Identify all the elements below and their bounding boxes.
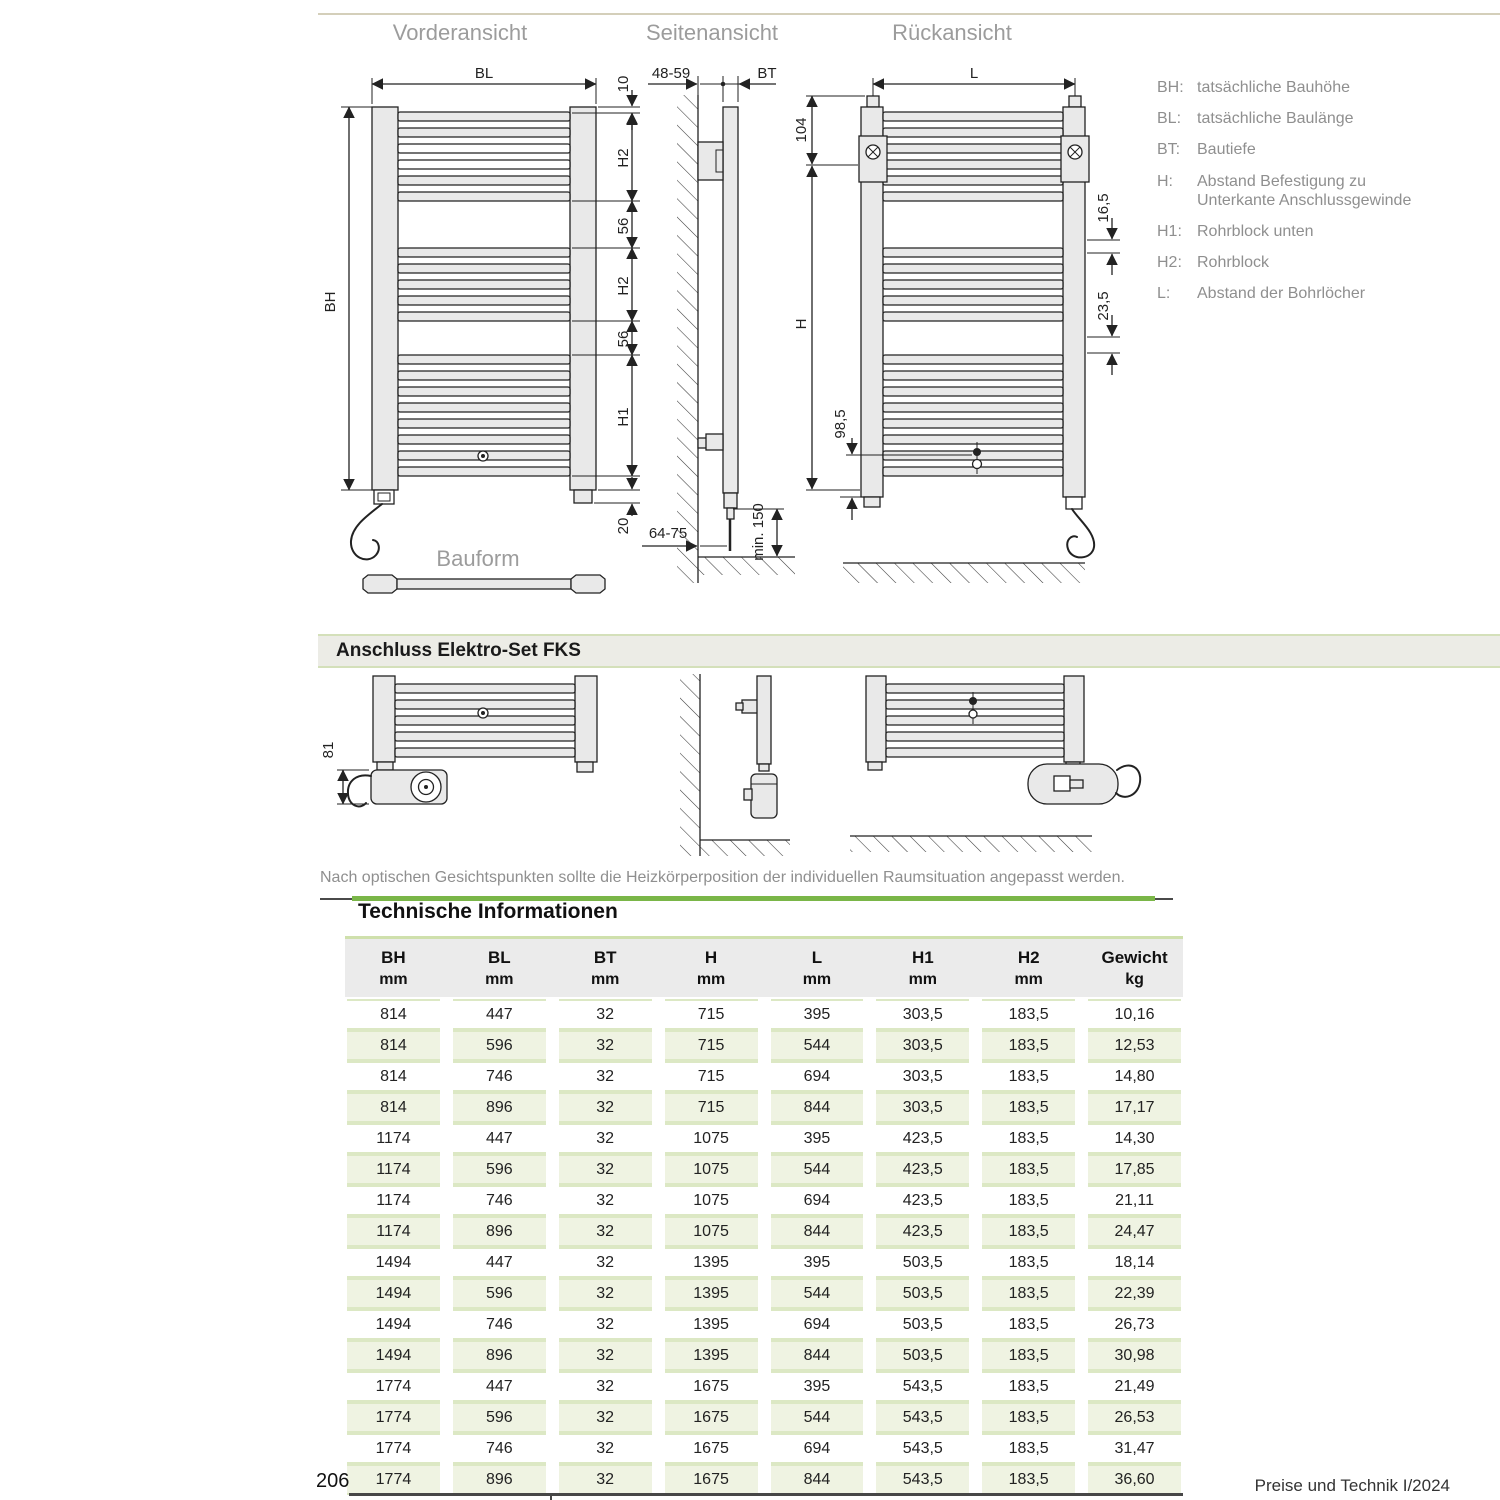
legend [1157,78,1467,316]
table-cell: 423,5 [876,1216,969,1247]
legend-item: L: Abstand der Bohrlöcher [1157,285,1366,303]
table-cell: 32 [559,999,652,1030]
table-cell: 183,5 [982,1123,1075,1154]
table-cell: 746 [453,1185,546,1216]
table-cell: 1174 [347,1185,440,1216]
table-cell: 32 [559,1371,652,1402]
table-cell: 395 [771,1371,864,1402]
table-cell: 694 [771,1433,864,1464]
table-cell: 746 [453,1309,546,1340]
table-cell: 12,53 [1088,1030,1181,1061]
table-cell: 1395 [665,1247,758,1278]
legend-item: BT: Bautiefe [1157,141,1256,159]
table-cell: 715 [665,999,758,1030]
table-cell: 543,5 [876,1371,969,1402]
table-cell: 183,5 [982,1061,1075,1092]
table-cell: 1774 [347,1464,440,1495]
table-cell: 1494 [347,1340,440,1371]
rear-view-title: Rückansicht [892,20,1012,45]
table-cell: 896 [453,1092,546,1123]
table-cell: 395 [771,1123,864,1154]
dim-label-81: 81 [320,741,337,759]
table-cell: 1395 [665,1309,758,1340]
table-cell: 183,5 [982,1464,1075,1495]
dim-label-h2-top: H2 [615,148,632,168]
table-cell: 14,80 [1088,1061,1181,1092]
table-cell: 1075 [665,1123,758,1154]
table-cell: 544 [771,1030,864,1061]
table-cell: 544 [771,1154,864,1185]
table-cell: 183,5 [982,1216,1075,1247]
dim-label-l: L [969,65,979,82]
table-cell: 746 [453,1061,546,1092]
dim-label-min150: min. 150 [750,503,767,561]
table-cell: 395 [771,999,864,1030]
table-cell: 503,5 [876,1340,969,1371]
floor-hatch-side [698,557,795,575]
legend-item: BL: tatsächliche Baulänge [1157,110,1354,128]
table-cell: 32 [559,1061,652,1092]
table-cell: 814 [347,1030,440,1061]
fks-cable-front [348,775,371,806]
table-cell: 544 [771,1278,864,1309]
table-cell: 303,5 [876,1030,969,1061]
dim-label-56-mid: 56 [615,330,632,348]
table-cell: 17,85 [1088,1154,1181,1185]
table-cell: 18,14 [1088,1247,1181,1278]
divider-dark-left [320,898,352,900]
table-cell: 1494 [347,1309,440,1340]
table-cell: 183,5 [982,1092,1075,1123]
front-view-drawing [322,65,640,559]
table-body [345,999,1183,1495]
table-cell: 1494 [347,1247,440,1278]
table-cell: 17,17 [1088,1092,1181,1123]
bottom-rule [349,1493,1183,1496]
table-cell: 14,30 [1088,1123,1181,1154]
table-cell: 32 [559,1278,652,1309]
table-cell: 715 [665,1061,758,1092]
table-cell: 1174 [347,1154,440,1185]
dim-label-10: 10 [615,75,632,93]
table-cell: 1075 [665,1185,758,1216]
col-header-h2: H2 mm [1014,947,1043,988]
heating-element-front [374,490,394,504]
table-cell: 423,5 [876,1123,969,1154]
front-rungs [398,112,570,476]
technical-drawings [320,55,1140,600]
table-cell: 183,5 [982,1154,1075,1185]
table-cell: 32 [559,1433,652,1464]
position-note: Nach optischen Gesichtspunkten sollte die Heizkörperposition der individuellen Raumsituation angepasst werden. [320,869,1125,886]
table-cell: 844 [771,1216,864,1247]
table-cell: 32 [559,1309,652,1340]
front-view-title: Vorderansicht [392,20,528,45]
table-cell: 24,47 [1088,1216,1181,1247]
table-row [345,1154,1183,1185]
table-row [345,1123,1183,1154]
table-row [345,1340,1183,1371]
dim-label-h1: H1 [615,407,632,427]
dim-label-23-5: 23,5 [1095,291,1112,321]
table-cell: 543,5 [876,1464,969,1495]
heating-element-rear [1066,497,1082,509]
dim-label-floor-dist: 64-75 [648,525,688,542]
table-cell: 32 [559,1464,652,1495]
connection-point-icon [973,448,981,456]
power-cable-rear [1067,509,1094,557]
bauform-label: Bauform [436,546,520,571]
table-cell: 32 [559,1247,652,1278]
table-cell: 1174 [347,1123,440,1154]
col-header-bt: BT mm [590,947,620,988]
table-row [345,1185,1183,1216]
table-cell: 21,11 [1088,1185,1181,1216]
floor-hatch-rear [843,563,1085,583]
legend-item: H2: Rohrblock [1157,254,1270,272]
table-cell: 896 [453,1340,546,1371]
table-cell: 32 [559,1154,652,1185]
dim-label-wall-dist: 48-59 [651,65,691,82]
table-cell: 183,5 [982,1247,1075,1278]
table-cell: 844 [771,1464,864,1495]
dim-label-56-top: 56 [615,217,632,235]
table-row [345,1371,1183,1402]
table-cell: 503,5 [876,1278,969,1309]
table-cell: 36,60 [1088,1464,1181,1495]
dim-label-98-5: 98,5 [832,409,849,439]
table-cell: 32 [559,1185,652,1216]
dim-label-20: 20 [615,517,632,535]
table-cell: 423,5 [876,1185,969,1216]
dim-label-bh: BH [322,291,339,313]
table-cell: 32 [559,1402,652,1433]
table-row [345,1433,1183,1464]
table-cell: 1675 [665,1433,758,1464]
table-cell: 21,49 [1088,1371,1181,1402]
table-cell: 303,5 [876,1061,969,1092]
table-cell: 814 [347,1061,440,1092]
table-cell: 183,5 [982,1309,1075,1340]
table-cell: 1075 [665,1154,758,1185]
table-cell: 1395 [665,1340,758,1371]
table-row [345,1278,1183,1309]
section-band-elektro-set [318,634,1500,668]
side-view-drawing [642,65,795,583]
dim-label-bt: BT [757,65,777,82]
table-cell: 32 [559,1030,652,1061]
page-number: 206 [316,1470,350,1492]
dim-label-104: 104 [793,117,810,143]
legend-item: H: Abstand Befestigung zu Unterkante Anschlussgewinde [1157,172,1412,209]
table-cell: 303,5 [876,1092,969,1123]
table-cell: 746 [453,1433,546,1464]
table-cell: 32 [559,1092,652,1123]
table-cell: 596 [453,1278,546,1309]
dim-label-16-5: 16,5 [1095,193,1112,223]
table-cell: 715 [665,1092,758,1123]
table-cell: 1675 [665,1402,758,1433]
table-cell: 1774 [347,1433,440,1464]
table-cell: 543,5 [876,1433,969,1464]
wall-hatch [677,95,698,583]
table-cell: 395 [771,1247,864,1278]
table-cell: 896 [453,1464,546,1495]
table-cell: 1675 [665,1371,758,1402]
table-cell: 844 [771,1340,864,1371]
table-cell: 694 [771,1309,864,1340]
table-row [345,1309,1183,1340]
table-cell: 31,47 [1088,1433,1181,1464]
table-cell: 694 [771,1061,864,1092]
dim-label-h: H [793,318,810,330]
fks-side-drawing [680,674,790,856]
table-row [345,1247,1183,1278]
col-header-l: L mm [802,947,832,988]
table-cell: 423,5 [876,1154,969,1185]
table-cell: 1174 [347,1216,440,1247]
table-cell: 22,39 [1088,1278,1181,1309]
top-rule [318,13,1500,15]
table-row [345,999,1183,1030]
table-row [345,1030,1183,1061]
dim-label-h2-mid: H2 [615,276,632,296]
legend-item: BH: tatsächliche Bauhöhe [1157,79,1350,96]
bauform-top-view [363,575,605,593]
table-cell: 183,5 [982,1433,1075,1464]
fks-rear-drawing [850,676,1140,852]
table-cell: 1395 [665,1278,758,1309]
table-header [345,936,1183,997]
table-cell: 1675 [665,1464,758,1495]
table-cell: 544 [771,1402,864,1433]
table-cell: 447 [453,1371,546,1402]
table-cell: 1494 [347,1278,440,1309]
rear-left-dim-chain [793,96,865,490]
table-cell: 503,5 [876,1247,969,1278]
col-header-bl: BL mm [485,947,514,988]
bottom-tick [550,1496,552,1500]
table-cell: 183,5 [982,999,1075,1030]
table-cell: 183,5 [982,1185,1075,1216]
wall-bracket-side [698,142,723,180]
table-cell: 447 [453,1247,546,1278]
table-row [345,1464,1183,1495]
table-cell: 26,73 [1088,1309,1181,1340]
edition-label: Preise und Technik I/2024 [1254,1476,1450,1495]
table-cell: 26,53 [1088,1402,1181,1433]
col-header-gewicht: Gewicht kg [1101,947,1168,988]
table-cell: 32 [559,1340,652,1371]
table-cell: 694 [771,1185,864,1216]
section-title: Anschluss Elektro-Set FKS [336,640,581,661]
table-cell: 1774 [347,1402,440,1433]
power-cable-front [351,504,382,559]
table-cell: 896 [453,1216,546,1247]
table-cell: 596 [453,1030,546,1061]
table-cell: 844 [771,1092,864,1123]
table-cell: 10,16 [1088,999,1181,1030]
table-cell: 814 [347,1092,440,1123]
table-cell: 32 [559,1123,652,1154]
table-cell: 596 [453,1402,546,1433]
table-cell: 183,5 [982,1340,1075,1371]
table-cell: 183,5 [982,1402,1075,1433]
heating-element-side [724,493,737,508]
col-header-bh: BH mm [379,947,408,988]
rear-rungs [883,112,1063,476]
table-row [345,1402,1183,1433]
table-cell: 596 [453,1154,546,1185]
table-cell: 1075 [665,1216,758,1247]
rear-view-drawing [832,65,1120,583]
table-cell: 30,98 [1088,1340,1181,1371]
table-row [345,1092,1183,1123]
table-cell: 814 [347,999,440,1030]
legend-item: H1: Rohrblock unten [1157,222,1314,240]
table-row [345,1216,1183,1247]
side-view-title: Seitenansicht [645,20,779,45]
table-row [345,1061,1183,1092]
table-cell: 303,5 [876,999,969,1030]
elektro-set-drawings [320,670,1140,865]
fks-front-drawing [320,676,597,806]
divider-dark-right [1155,898,1173,900]
col-header-h1: H1 mm [908,947,938,988]
table-title: Technische Informationen [358,900,618,923]
fks-cable-rear [1116,766,1140,797]
table-cell: 447 [453,1123,546,1154]
table-cell: 503,5 [876,1309,969,1340]
table-cell: 183,5 [982,1371,1075,1402]
table-cell: 543,5 [876,1402,969,1433]
table-cell: 1774 [347,1371,440,1402]
table-cell: 447 [453,999,546,1030]
table-cell: 183,5 [982,1278,1075,1309]
table-cell: 183,5 [982,1030,1075,1061]
fks-control-unit-side [751,774,777,818]
table-cell: 715 [665,1030,758,1061]
table-cell: 32 [559,1216,652,1247]
col-header-h: H mm [696,947,726,988]
dim-label-bl: BL [474,65,494,82]
